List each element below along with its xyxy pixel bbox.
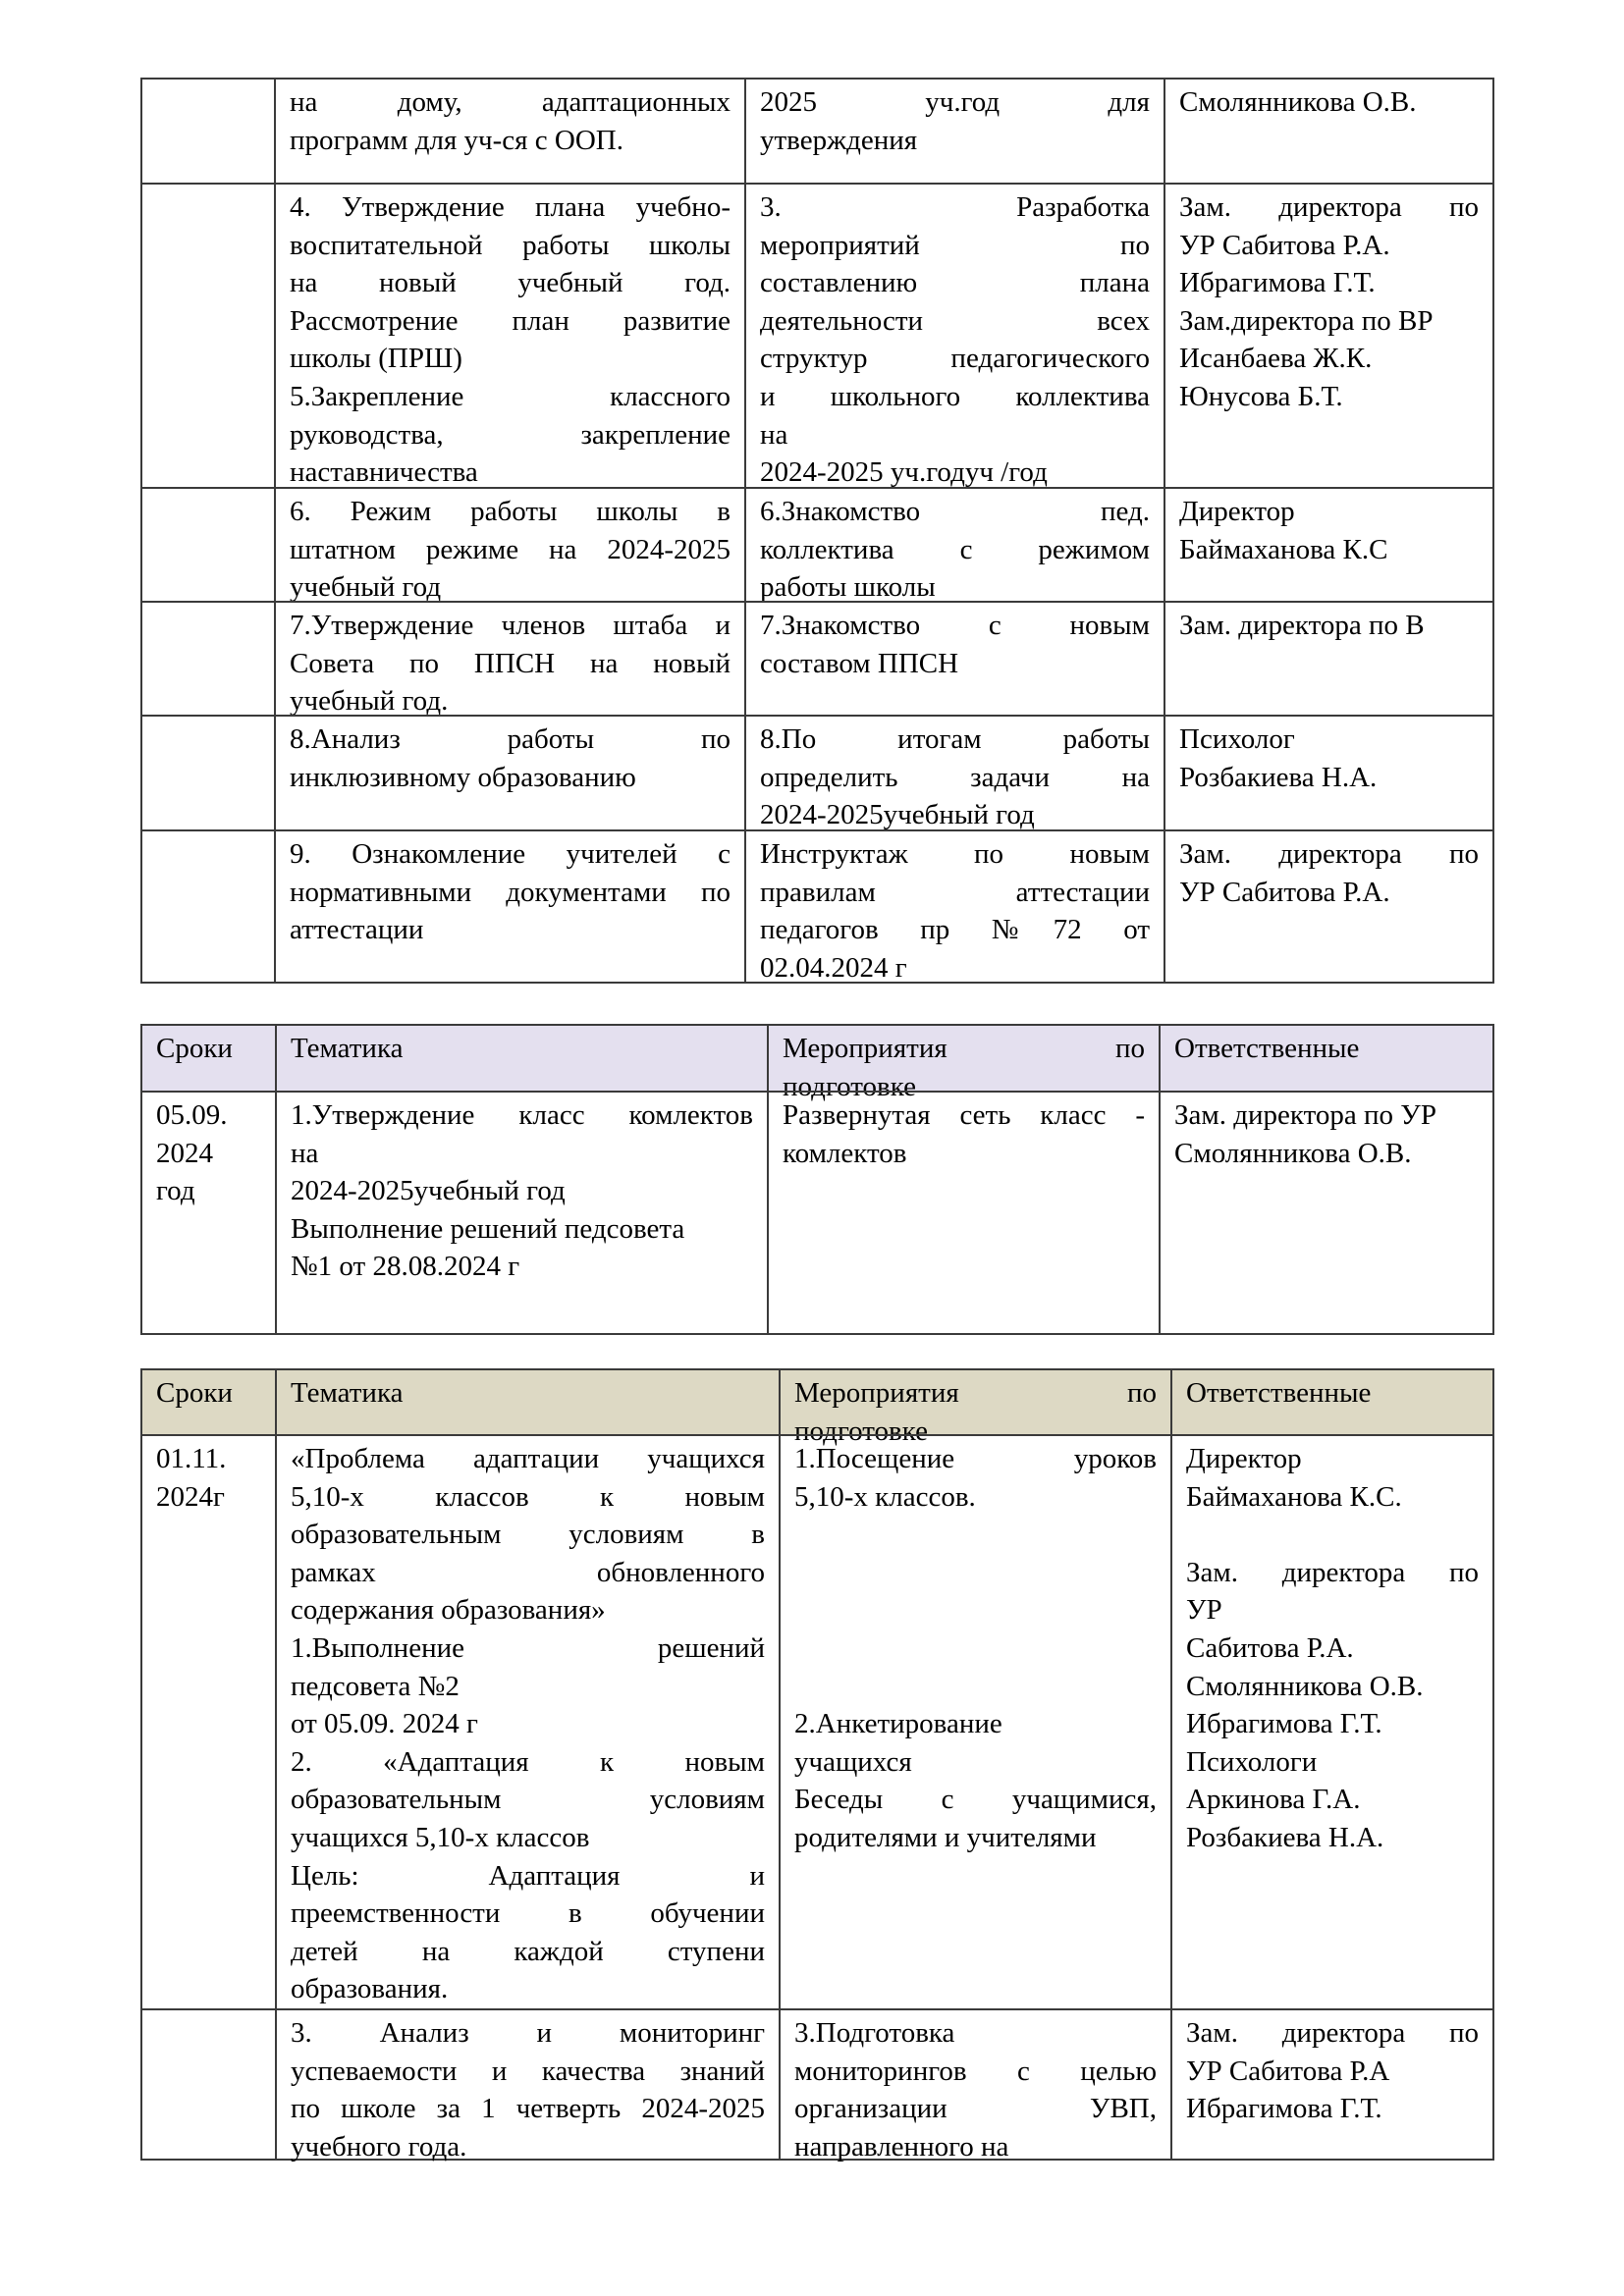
cell-text-line: Мероприятия по <box>783 1033 1145 1064</box>
date-cell <box>142 2010 275 2159</box>
cell-text-line: 2024 <box>156 1137 213 1169</box>
cell-text-line: 5,10-х классов к новым <box>291 1480 765 1513</box>
cell-text-line: Беседы с учащимися, <box>794 1784 1157 1816</box>
cell-text-line: коллектива с режимом <box>760 533 1150 565</box>
cell-text-line: учащихся <box>794 1745 912 1778</box>
cell-text-line: на <box>291 1137 319 1169</box>
cell-text-line: 1.Утверждение класс комлектов <box>291 1099 753 1131</box>
cell-text-line: Смолянникова О.В. <box>1179 86 1417 118</box>
date-cell <box>142 185 274 489</box>
cell-text-line: на дому, адаптационных <box>290 86 731 118</box>
cell-text-line: рамках обновленного <box>291 1556 765 1588</box>
cell-text-line: Сроки <box>156 1033 233 1064</box>
cell-text-line: мониторингов с целью <box>794 2055 1157 2087</box>
table-header-row <box>142 1026 1492 1102</box>
plan-table-september <box>140 1024 1494 1335</box>
cell-text-line: Директор <box>1179 496 1295 527</box>
responsible-cell <box>1164 831 1492 982</box>
topic-cell <box>275 2010 779 2163</box>
cell-text-line: 5,10-х классов. <box>794 1480 976 1513</box>
cell-text-line: 1.Выполнение решений <box>291 1631 765 1664</box>
topic-cell <box>275 1093 767 1333</box>
header-responsible <box>1159 1026 1492 1093</box>
header-topic <box>275 1026 767 1093</box>
cell-text-line: нормативными документами по <box>290 876 731 908</box>
responsible-cell <box>1164 717 1492 831</box>
cell-text-line: Исанбаева Ж.К. <box>1179 343 1373 375</box>
header-responsible <box>1170 1370 1492 1436</box>
cell-text-line: 9. Ознакомление учителей с <box>290 838 731 870</box>
cell-text-line: штатном режиме на 2024-2025 <box>290 533 731 565</box>
cell-text-line: 2. «Адаптация к новым <box>291 1745 765 1778</box>
responsible-cell <box>1170 1436 1492 2010</box>
cell-text-line: Ответственные <box>1174 1033 1360 1064</box>
cell-text-line: 5.Закрепление классного <box>290 380 731 412</box>
responsible-cell <box>1164 80 1492 185</box>
table-row <box>142 80 1492 185</box>
responsible-cell <box>1159 1093 1492 1333</box>
date-cell <box>142 1436 275 2010</box>
cell-text-line: 2024-2025учебный год <box>760 799 1035 831</box>
cell-text-line: Аркинова Г.А. <box>1186 1784 1361 1816</box>
plan-table-november <box>140 1368 1494 2161</box>
cell-text-line: УР Сабитова Р.А <box>1186 2055 1390 2087</box>
activities-cell <box>744 717 1164 831</box>
cell-text-line: педсовета №2 <box>291 1670 460 1702</box>
cell-text-line: педагогов пр №72 от <box>760 914 1150 946</box>
date-cell <box>142 80 274 185</box>
cell-text-line: работы школы <box>760 571 936 604</box>
plan-table-continued <box>140 78 1494 984</box>
activities-cell <box>744 489 1164 603</box>
cell-text-line: Ответственные <box>1186 1377 1372 1409</box>
cell-text-line: руководства, закрепление <box>290 418 731 451</box>
cell-text-line: Зам.директора по ВР <box>1179 304 1434 337</box>
activities-cell <box>744 80 1164 185</box>
responsible-cell <box>1164 185 1492 489</box>
responsible-cell <box>1164 603 1492 717</box>
cell-text-line: 8.Анализ работы по <box>290 723 731 755</box>
topic-cell <box>275 1436 779 2010</box>
table-row <box>142 1434 1492 2010</box>
table-row <box>142 1091 1492 1333</box>
cell-text-line: 2025 уч.год для <box>760 86 1150 118</box>
cell-text-line: «Проблема адаптации учащихся <box>291 1443 765 1474</box>
cell-text-line: Ибрагимова Г.Т. <box>1186 1708 1382 1740</box>
cell-text-line <box>794 1591 1157 1629</box>
cell-text-line: детей на каждой ступени <box>291 1935 765 1967</box>
header-date <box>142 1370 275 1436</box>
cell-text-line: №1 от 28.08.2024 г <box>291 1251 520 1283</box>
header-activities <box>779 1370 1170 1447</box>
cell-text-line <box>794 1554 1157 1592</box>
table-row <box>142 601 1492 717</box>
activities-cell <box>744 603 1164 717</box>
date-cell <box>142 1093 275 1333</box>
cell-text-line: определить задачи на <box>760 761 1150 793</box>
cell-text-line: 3.Подготовка <box>794 2017 955 2049</box>
cell-text-line: составом ППСН <box>760 647 959 679</box>
topic-cell <box>274 717 744 831</box>
cell-text-line: Директор <box>1186 1443 1302 1474</box>
table-row <box>142 715 1492 831</box>
cell-text-line: 02.04.2024 г <box>760 951 907 984</box>
topic-cell <box>274 831 744 982</box>
cell-text-line: преемственности в обучении <box>291 1897 765 1930</box>
cell-text-line: УР Сабитова Р.А. <box>1179 229 1390 261</box>
cell-text-line: содержания образования» <box>291 1594 606 1627</box>
header-date <box>142 1026 275 1093</box>
cell-text-line: Баймаханова К.С <box>1179 533 1388 565</box>
cell-text-line: правилам аттестации <box>760 876 1150 908</box>
cell-text-line: УР Сабитова Р.А. <box>1179 876 1390 908</box>
cell-text-line: аттестации <box>290 914 424 946</box>
cell-text-line: успеваемости и качества знаний <box>291 2055 765 2087</box>
activities-cell <box>744 185 1164 489</box>
cell-text-line: от 05.09. 2024 г <box>291 1708 478 1740</box>
responsible-cell <box>1164 489 1492 603</box>
table-row <box>142 2008 1492 2163</box>
cell-text-line: Ибрагимова Г.Т. <box>1186 2093 1382 2125</box>
cell-text-line: Мероприятия по <box>794 1377 1157 1409</box>
cell-text-line: 2024г <box>156 1480 225 1513</box>
table-row <box>142 487 1492 603</box>
cell-text-line: учебного года. <box>291 2130 467 2163</box>
cell-text-line: воспитательной работы школы <box>290 229 731 261</box>
cell-text-line: программ для уч-ся с ООП. <box>290 124 623 156</box>
cell-text-line: подготовке <box>794 1415 928 1447</box>
cell-text-line: 3. Разработка <box>760 191 1150 223</box>
date-cell <box>142 603 274 717</box>
cell-text-line: Юнусова Б.Т. <box>1179 380 1343 412</box>
cell-text-line: 7.Знакомство с новым <box>760 610 1150 641</box>
cell-text-line: Психолог <box>1179 723 1295 755</box>
header-activities <box>767 1026 1159 1102</box>
cell-text-line: Развернутая сеть класс - <box>783 1099 1145 1131</box>
activities-cell <box>779 1436 1170 2010</box>
cell-text-line: направленного на <box>794 2130 1009 2163</box>
cell-text-line: Зам. директора по В <box>1179 610 1425 641</box>
cell-text-line: Смолянникова О.В. <box>1174 1137 1412 1169</box>
cell-text-line: комлектов <box>783 1137 907 1169</box>
cell-text-line: 1.Посещение уроков <box>794 1443 1157 1474</box>
cell-text-line: составлению плана <box>760 267 1150 299</box>
cell-text-line: Тематика <box>291 1377 404 1409</box>
cell-text-line: 8.По итогам работы <box>760 723 1150 755</box>
cell-text-line <box>794 1668 1157 1706</box>
cell-text-line: Зам. директора по УР <box>1174 1099 1436 1131</box>
cell-text-line: Зам. директора по <box>1186 1556 1479 1588</box>
responsible-cell <box>1170 2010 1492 2159</box>
cell-text-line: образовательным условиям <box>291 1784 765 1816</box>
cell-text-line: 3. Анализ и мониторинг <box>291 2017 765 2049</box>
cell-text-line: утверждения <box>760 124 918 156</box>
cell-text-line: 05.09. <box>156 1099 228 1131</box>
cell-text-line: 7.Утверждение членов штаба и <box>290 610 731 641</box>
cell-text-line: УР <box>1186 1594 1222 1627</box>
cell-text-line: год <box>156 1175 195 1207</box>
header-topic <box>275 1370 779 1436</box>
cell-text-line: и школьного коллектива <box>760 380 1150 412</box>
cell-text-line: 01.11. <box>156 1443 227 1474</box>
activities-cell <box>744 831 1164 982</box>
cell-text-line: Ибрагимова Г.Т. <box>1179 267 1376 299</box>
cell-text-line: Цель: Адаптация и <box>291 1859 765 1892</box>
cell-text-line: организации УВП, <box>794 2093 1157 2125</box>
cell-text-line: подготовке <box>783 1070 916 1102</box>
cell-text-line: Зам. директора по <box>1179 838 1479 870</box>
topic-cell <box>274 603 744 717</box>
cell-text-line: Выполнение решений педсовета <box>291 1212 685 1245</box>
cell-text-line: Зам. директора по <box>1186 2017 1479 2049</box>
cell-text-line: учебный год. <box>290 685 449 718</box>
topic-cell <box>274 80 744 185</box>
cell-text-line: на <box>760 418 788 451</box>
cell-text-line: 2024-2025учебный год <box>291 1175 566 1207</box>
cell-text-line <box>794 1629 1157 1668</box>
cell-text-line: наставничества <box>290 456 478 489</box>
table-row <box>142 183 1492 489</box>
cell-text-line: 6. Режим работы школы в <box>290 496 731 527</box>
date-cell <box>142 717 274 831</box>
cell-text-line: деятельности всех <box>760 304 1150 337</box>
cell-text-line: учебный год <box>290 571 442 604</box>
cell-text-line: 2.Анкетирование <box>794 1708 1002 1740</box>
cell-text-line: Инструктаж по новым <box>760 838 1150 870</box>
topic-cell <box>274 489 744 603</box>
cell-text-line <box>1186 1516 1479 1554</box>
cell-text-line: 2024-2025 уч.годуч /год <box>760 456 1048 489</box>
cell-text-line: образования. <box>291 1973 449 2005</box>
cell-text-line: Рассмотрение план развитие <box>290 304 731 337</box>
date-cell <box>142 489 274 603</box>
cell-text-line: Зам. директора по <box>1179 191 1479 223</box>
cell-text-line: Розбакиева Н.А. <box>1179 761 1378 793</box>
cell-text-line: Совета по ППСН на новый <box>290 647 731 679</box>
cell-text-line: Сроки <box>156 1377 233 1409</box>
activities-cell <box>779 2010 1170 2163</box>
date-cell <box>142 831 274 982</box>
table-row <box>142 829 1492 982</box>
cell-text-line: Психологи <box>1186 1745 1318 1778</box>
cell-text-line: инклюзивному образованию <box>290 761 636 793</box>
cell-text-line: Смолянникова О.В. <box>1186 1670 1424 1702</box>
cell-text-line: 4. Утверждение плана учебно- <box>290 191 731 223</box>
cell-text-line: структур педагогического <box>760 343 1150 375</box>
cell-text-line: образовательным условиям в <box>291 1519 765 1551</box>
cell-text-line: мероприятий по <box>760 229 1150 261</box>
cell-text-line: школы (ПРШ) <box>290 343 462 375</box>
cell-text-line: Баймаханова К.С. <box>1186 1480 1402 1513</box>
cell-text-line <box>794 1516 1157 1554</box>
cell-text-line: Розбакиева Н.А. <box>1186 1821 1384 1853</box>
cell-text-line: Тематика <box>291 1033 404 1064</box>
topic-cell <box>274 185 744 489</box>
cell-text-line: Сабитова Р.А. <box>1186 1631 1354 1664</box>
cell-text-line: на новый учебный год. <box>290 267 731 299</box>
cell-text-line: 6.Знакомство пед. <box>760 496 1150 527</box>
activities-cell <box>767 1093 1159 1333</box>
cell-text-line: учащихся 5,10-х классов <box>291 1821 590 1853</box>
cell-text-line: по школе за 1 четверть 2024-2025 <box>291 2093 765 2125</box>
table-header-row <box>142 1370 1492 1447</box>
cell-text-line: родителями и учителями <box>794 1821 1097 1853</box>
